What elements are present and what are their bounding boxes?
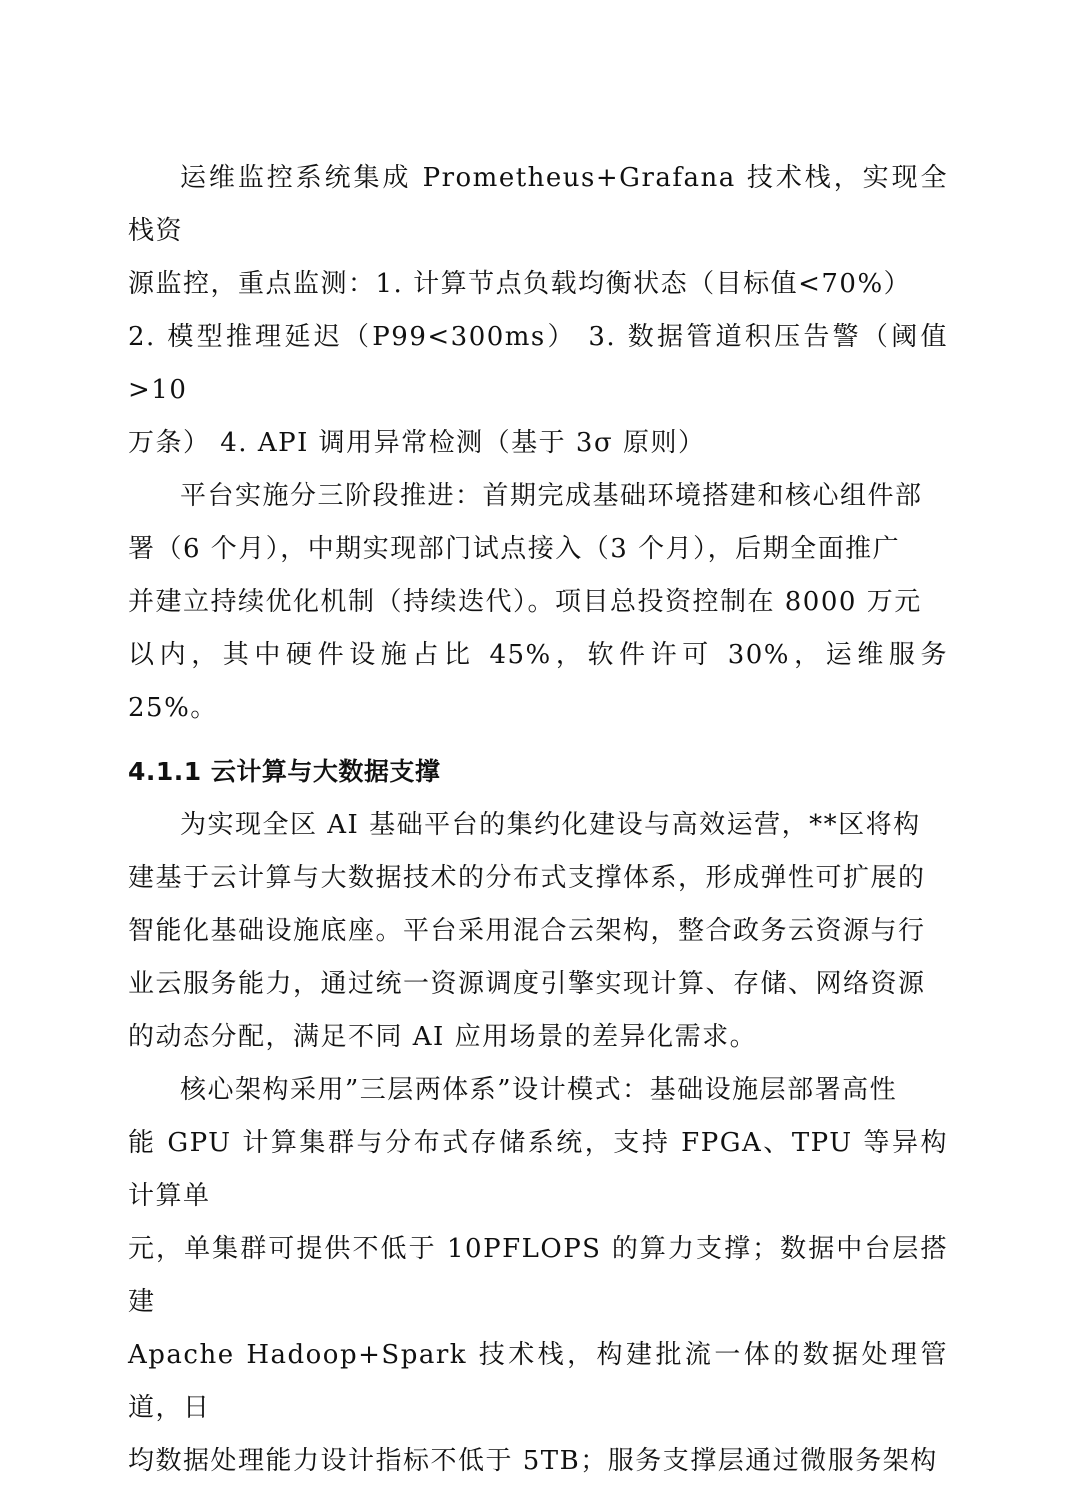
paragraph-cloud-platform: 为实现全区 AI 基础平台的集约化建设与高效运营，**区将构 建基于云计算与大数据技术的分布式支撑体系，形成弹性可扩展的 智能化基础设施底座。平台采用混合云架构，整合政务云资源与行 业云服务能力，通过统一资源调度引擎实现计算、存储、网络资源 的动态分配，满足不同 AI 应用场景的差异化需求。 <box>128 810 926 1052</box>
section-heading: 4.1.1 云计算与大数据支撑 <box>128 757 441 786</box>
paragraph-implementation-phases: 平台实施分三阶段推进：首期完成基础环境搭建和核心组件部 署（6 个月），中期实现部门试点接入（3 个月），后期全面推广 并建立持续优化机制（持续迭代）。项目总投资控制在 8000 万元 以内，其中硬件设施占比 45%，软件许可 30%，运维服务 25%。 <box>128 481 948 723</box>
paragraph-core-architecture: 核心架构采用”三层两体系”设计模式：基础设施层部署高性 能 GPU 计算集群与分布式存储系统，支持 FPGA、TPU 等异构计算单 元，单集群可提供不低于 10PFLOPS 的算力支撑；数据中台层搭建 Apache Hadoop+Spark 技术栈，构建批流一体的数据处理管道，日 均数据处理能力设计指标不低于 5TB；服务支撑层通过微服务架构 <box>128 1075 948 1476</box>
paragraph-monitoring: 运维监控系统集成 Prometheus+Grafana 技术栈，实现全栈资 源监控，重点监测：1. 计算节点负载均衡状态（目标值<70%） 2. 模型推理延迟（P99<300ms） 3. 数据管道积压告警（阈值>10 万条） 4. API 调用异常检测（基于 3σ 原则） <box>128 163 948 458</box>
document-body <box>128 152 948 1488</box>
